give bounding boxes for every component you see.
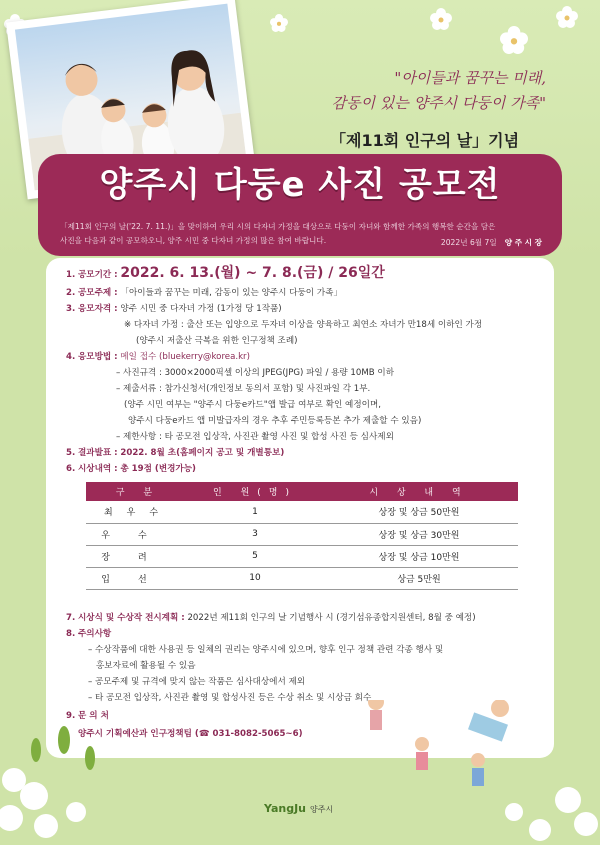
section-value: 총 19점 (변경가능) <box>120 464 196 474</box>
section-results <box>66 445 536 461</box>
section-number: 8. <box>66 629 76 639</box>
section-label: 공모주제 : <box>77 288 118 298</box>
awards-table <box>86 482 518 590</box>
yangju-logo <box>264 802 333 815</box>
method-bullet: – 제한사항 : 타 공모전 입상작, 사진관 촬영 사진 및 합성 사진 등 심사제외 <box>116 432 394 442</box>
caution-bullet: – 타 공모전 입상작, 사진관 촬영 및 합성사진 등은 수상 취소 및 시상금 회수 <box>88 693 372 703</box>
section-value: 메일 접수 (bluekerry@korea.kr) <box>120 352 250 362</box>
flower-icon <box>270 14 288 32</box>
section-label: 문 의 처 <box>77 711 109 721</box>
flower-icon <box>500 26 528 54</box>
section-number: 6. <box>66 464 76 474</box>
section-number: 3. <box>66 304 76 314</box>
table-cell: 10 <box>190 567 320 589</box>
section-number: 4. <box>66 352 76 362</box>
slogan <box>286 66 546 116</box>
table-cell: 상금 5만원 <box>320 567 518 589</box>
method-bullet: 양주시 다둥e카드 앱 미발급자의 경우 추후 주민등록등본 추가 제출할 수 있음) <box>128 416 422 426</box>
slogan-line: 감동이 있는 양주시 다둥이 가족" <box>331 94 546 112</box>
section-theme <box>66 285 536 301</box>
intro-line: 사진을 다음과 같이 공모하오니, 양주 시민 중 다자녀 가정의 많은 참여 바랍니다. <box>60 236 327 245</box>
table-cell: 우수 <box>86 523 190 545</box>
flower-icon <box>430 8 452 30</box>
table-cell: 상장 및 상금 30만원 <box>320 523 518 545</box>
section-period <box>66 263 536 285</box>
logo-mark: YangJu <box>264 802 307 815</box>
table-row <box>86 501 518 523</box>
table-cell: 5 <box>190 545 320 567</box>
section-method <box>66 349 536 365</box>
section-number: 5. <box>66 448 76 458</box>
table-cell: 상장 및 상금 10만원 <box>320 545 518 567</box>
section-value: 2022. 8월 초(홈페이지 공고 및 개별통보) <box>120 448 285 458</box>
table-header: 시 상 내 역 <box>320 482 518 501</box>
table-header-row <box>86 482 518 501</box>
logo-text: 양주시 <box>310 805 334 814</box>
method-bullet: (양주 시민 여부는 "양주시 다둥e카드"앱 발급 여부로 확인 예정이며, <box>124 400 381 410</box>
section-number: 9. <box>66 711 76 721</box>
eligibility-note: (양주시 저출산 극복을 위한 인구정책 조례) <box>136 336 298 346</box>
page-title: 양주시 다둥e 사진 공모전 <box>99 165 501 205</box>
table-row <box>86 545 518 567</box>
eligibility-note: ※ 다자녀 가정 : 출산 또는 입양으로 두자녀 이상을 양육하고 최연소 자녀가 만18세 이하인 가정 <box>124 320 483 330</box>
family-jumping-illustration-icon <box>0 700 600 845</box>
section-awards <box>66 461 536 477</box>
table-cell: 상장 및 상금 50만원 <box>320 501 518 523</box>
caution-bullet: – 공모주제 및 규격에 맞지 않는 작품은 심사대상에서 제외 <box>88 677 306 687</box>
section-cautions <box>66 626 536 642</box>
section-label: 응모자격 : <box>77 304 118 314</box>
section-value: 「아이들과 꿈꾸는 미래, 감동이 있는 양주시 다둥이 가족」 <box>120 288 343 298</box>
section-label: 공모기간 : <box>77 270 118 280</box>
table-cell: 장려 <box>86 545 190 567</box>
table-cell: 입선 <box>86 567 190 589</box>
flower-icon <box>556 6 578 28</box>
section-number: 1. <box>66 270 76 280</box>
section-value: 2022년 제11회 인구의 날 기념행사 시 (경기섬유종합지원센터, 8월 중 예정) <box>187 613 476 623</box>
table-cell: 1 <box>190 501 320 523</box>
issuer: 양 주 시 장 <box>504 238 542 247</box>
issue-date <box>441 237 542 248</box>
section-label: 응모방법 : <box>77 352 118 362</box>
table-header: 인 원(명) <box>190 482 320 501</box>
caution-bullet: 홍보자료에 활용될 수 있음 <box>96 661 196 671</box>
section-label: 시상내역 : <box>77 464 118 474</box>
table-cell: 3 <box>190 523 320 545</box>
section-label: 주의사항 <box>77 629 112 639</box>
section-eligibility <box>66 301 536 317</box>
contest-details <box>66 263 536 477</box>
method-bullet: – 사진규격 : 3000×2000픽셀 이상의 JPEG(JPG) 파일 / 용량 10MB 이하 <box>116 368 395 378</box>
section-ceremony <box>66 610 536 626</box>
method-bullet: – 제출서류 : 참가신청서(개인정보 동의서 포함) 및 사진파일 각 1부. <box>116 384 371 394</box>
section-label: 결과발표 : <box>77 448 118 458</box>
table-row <box>86 567 518 589</box>
table-row <box>86 523 518 545</box>
section-label: 시상식 및 수상작 전시계획 : <box>77 613 185 623</box>
section-number: 7. <box>66 613 76 623</box>
table-cell: 최우수 <box>86 501 190 523</box>
date-text: 2022년 6월 7일 <box>440 238 497 247</box>
section-value: 2022. 6. 13.(월) ~ 7. 8.(금) / 26일간 <box>120 265 385 281</box>
table-header: 구 분 <box>86 482 190 501</box>
intro-line: 「제11회 인구의 날('22. 7. 11.)」을 맞이하여 우리 시의 다자녀 가정을 대상으로 다둥이 자녀와 함께한 가족의 행복한 순간을 담은 <box>60 222 496 231</box>
section-value: 양주 시민 중 다자녀 가정 (1가정 당 1작품) <box>120 304 282 314</box>
caution-bullet: – 수상작품에 대한 사용권 등 일체의 권리는 양주시에 있으며, 향후 인구 정책 관련 각종 행사 및 <box>88 645 444 655</box>
section-number: 2. <box>66 288 76 298</box>
contact-info: 양주시 기획예산과 인구정책팀 (☎ 031-8082-5065~6) <box>78 729 303 739</box>
slogan-line: "아이들과 꿈꾸는 미래, <box>394 69 546 87</box>
event-subtitle: 「제11회 인구의 날」기념 <box>330 131 520 150</box>
title-bar <box>38 160 562 210</box>
